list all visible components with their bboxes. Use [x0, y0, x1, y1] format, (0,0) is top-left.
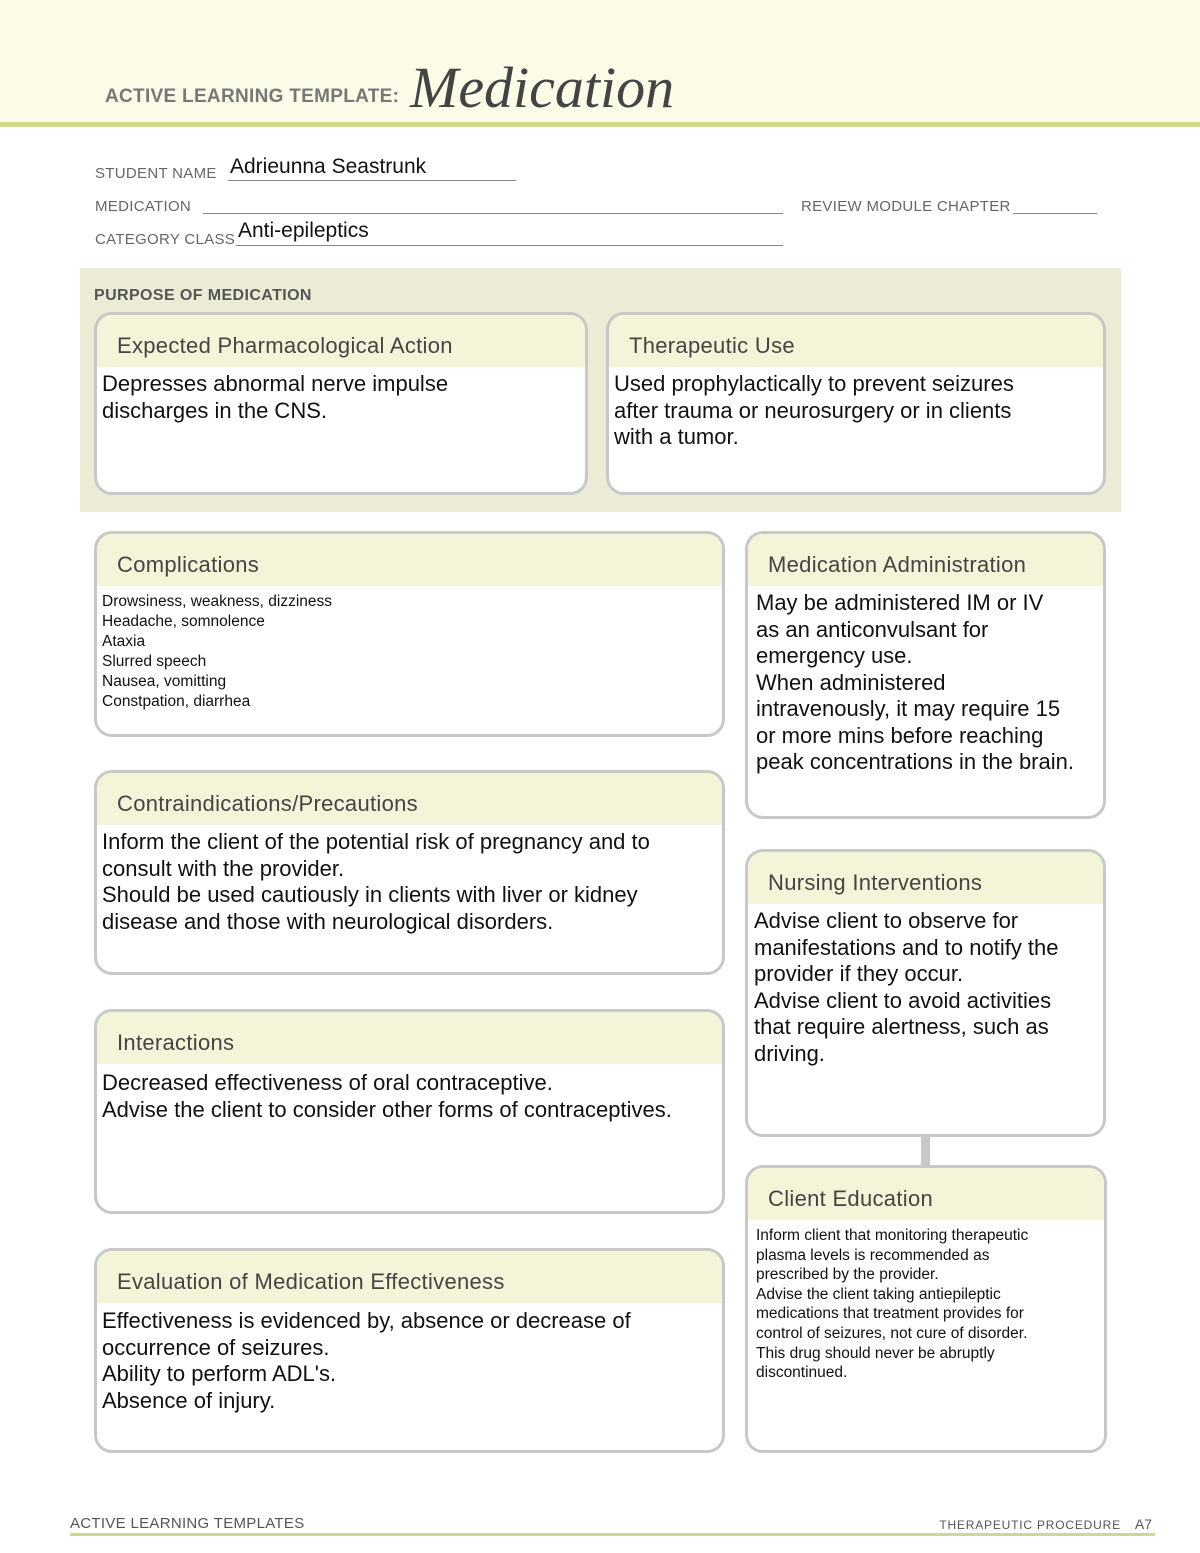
review-module-label: REVIEW MODULE CHAPTER — [801, 198, 1011, 215]
template-title: Medication — [410, 55, 675, 120]
review-module-line — [1013, 213, 1097, 214]
complications-title: Complications — [97, 534, 722, 586]
expected-action-text[interactable]: Depresses abnormal nerve impulse discharges in the CNS. — [102, 371, 449, 423]
medication-administration-text[interactable]: May be administered IM or IV as an anticonvulsant for emergency use. When administered intravenously, it may require 15 or more mins before reaching peak concentrations in the brain. — [756, 590, 1074, 774]
student-name-field[interactable]: Adrieunna Seastrunk — [230, 155, 427, 178]
student-name-line — [228, 180, 516, 181]
medication-administration-card — [745, 531, 1106, 819]
purpose-label: PURPOSE OF MEDICATION — [94, 287, 312, 304]
education-connector — [921, 1135, 930, 1167]
client-education-card — [745, 1165, 1107, 1453]
therapeutic-use-card — [606, 312, 1106, 495]
complications-card — [94, 531, 725, 737]
evaluation-card — [94, 1248, 725, 1453]
category-class-field[interactable]: Anti-epileptics — [238, 219, 369, 242]
contraindications-text[interactable]: Inform the client of the potential risk of pregnancy and to consult with the provider. Should be used cautiously in clients with liver or kidney disease and those with neurological disorders. — [102, 829, 650, 934]
nursing-interventions-title: Nursing Interventions — [748, 852, 1103, 904]
footer-left-label: ACTIVE LEARNING TEMPLATES — [70, 1515, 305, 1532]
interactions-title: Interactions — [97, 1012, 722, 1064]
nursing-interventions-text[interactable]: Advise client to observe for manifestations and to notify the provider if they occur. Advise client to avoid activities that require alertness, such as driving. — [754, 908, 1059, 1066]
category-class-label: CATEGORY CLASS — [95, 231, 236, 248]
template-label: ACTIVE LEARNING TEMPLATE: — [105, 86, 400, 107]
evaluation-text[interactable]: Effectiveness is evidenced by, absence or decrease of occurrence of seizures. Ability to perform ADL's. Absence of injury. — [102, 1308, 631, 1413]
therapeutic-use-title: Therapeutic Use — [609, 315, 1103, 367]
medication-line — [203, 213, 783, 214]
footer-right-label: THERAPEUTIC PROCEDURE — [939, 1518, 1121, 1532]
contraindications-title: Contraindications/Precautions — [97, 773, 722, 825]
page-number: A7 — [1134, 1516, 1152, 1532]
therapeutic-use-text[interactable]: Used prophylactically to prevent seizures after trauma or neurosurgery or in clients with a tumor. — [614, 371, 1014, 449]
header-divider — [0, 122, 1200, 127]
expected-action-card — [94, 312, 588, 495]
medication-label: MEDICATION — [95, 198, 192, 215]
client-education-title: Client Education — [748, 1168, 1104, 1220]
evaluation-title: Evaluation of Medication Effectiveness — [97, 1251, 722, 1303]
interactions-text[interactable]: Decreased effectiveness of oral contraceptive. Advise the client to consider other forms of contraceptives. — [102, 1070, 672, 1122]
complications-text[interactable]: Drowsiness, weakness, dizziness Headache, somnolence Ataxia Slurred speech Nausea, vomitting Constpation, diarrhea — [102, 593, 333, 710]
client-education-text[interactable]: Inform client that monitoring therapeutic plasma levels is recommended as prescribed by the provider. Advise the client taking antiepileptic medications that treatment provides for control of seizures, not cure of disorder. This drug should never be abruptly discontinued. — [756, 1227, 1029, 1382]
contraindications-card — [94, 770, 725, 975]
footer-divider — [70, 1533, 1155, 1536]
interactions-card — [94, 1009, 725, 1214]
student-name-label: STUDENT NAME — [95, 165, 217, 182]
expected-action-title: Expected Pharmacological Action — [97, 315, 585, 367]
nursing-interventions-card — [745, 849, 1106, 1137]
medication-administration-title: Medication Administration — [748, 534, 1103, 586]
footer-right — [939, 1516, 1152, 1532]
category-class-line — [236, 245, 783, 246]
